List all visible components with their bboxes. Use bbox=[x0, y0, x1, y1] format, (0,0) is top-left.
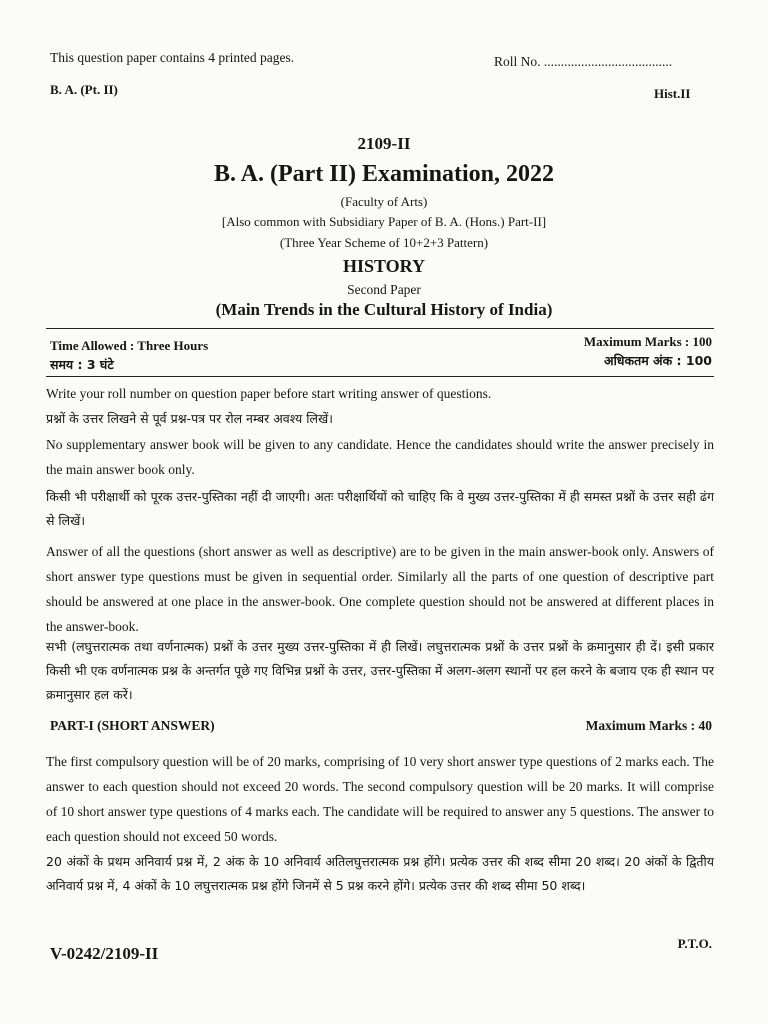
pages-note: This question paper contains 4 printed pages. bbox=[50, 50, 295, 65]
part1-text-en: The first compulsory question will be of 20 marks, comprising of 10 very short answer type questions of 2 marks each. The answer to each question should not exceed 20 words. The second compulsory question will be 20 marks. It will comprise of 10 short answer type questions of 4 marks each. The candidate will be required to answer any 5 questions. The answer to each question should not exceed 50 words. bbox=[46, 754, 714, 844]
paper-number: Second Paper bbox=[347, 282, 421, 297]
part1-marks: Maximum Marks : 40 bbox=[585, 718, 712, 733]
paper-code: 2109-II bbox=[357, 134, 411, 153]
pto-label: P.T.O. bbox=[677, 936, 712, 951]
course-code: B. A. (Pt. II) bbox=[50, 82, 118, 97]
instruction-supplementary-hi: किसी भी परीक्षार्थी को पूरक उत्तर-पुस्तिका नहीं दी जाएगी। अतः परीक्षार्थियों को चाहिए कि वे मुख्य उत्तर-पुस्तिका में ही समस्त प्रश्नों के उत्तर सही ढंग से लिखें। bbox=[46, 489, 714, 528]
exam-title: B. A. (Part II) Examination, 2022 bbox=[213, 161, 554, 187]
instruction-order-en: Answer of all the questions (short answer as well as descriptive) are to be given in the main answer-book only. Answers of short answer type questions must be given in sequential order. Similarly all the parts of one question of descriptive part should be answered at one place in the answer-book. One complete question should not be answered at different places in the answer-book. bbox=[46, 544, 714, 634]
part1-heading: PART-I (SHORT ANSWER) bbox=[50, 718, 215, 733]
time-allowed-hindi: समय : 3 घंटे bbox=[50, 357, 114, 372]
subject-code: Hist.II bbox=[654, 86, 691, 101]
roll-number-field: Roll No. ...................................... bbox=[494, 54, 673, 69]
instruction-roll-en: Write your roll number on question paper before start writing answer of questions. bbox=[46, 386, 492, 401]
footer-code: V-0242/2109-II bbox=[50, 944, 159, 963]
subject-title: HISTORY bbox=[342, 256, 426, 276]
time-allowed: Time Allowed : Three Hours bbox=[50, 338, 209, 353]
instruction-supplementary-en: No supplementary answer book will be given to any candidate. Hence the candidates should write the answer precisely in the main answer book only. bbox=[46, 437, 714, 477]
part1-text-hi: 20 अंकों के प्रथम अनिवार्य प्रश्न में, 2 अंक के 10 अनिवार्य अतिलघुत्तरात्मक प्रश्न होंगे। प्रत्येक उत्तर की शब्द सीमा 20 शब्द। 20 अंकों के द्वितीय अनिवार्य प्रश्न में, 4 अंकों के 10 लघुत्तरात्मक प्रश्न होंगे जिनमें से 5 प्रश्न करने होंगे। प्रत्येक उत्तर की शब्द सीमा 50 शब्द। bbox=[46, 854, 714, 893]
faculty: (Faculty of Arts) bbox=[340, 194, 428, 209]
instruction-order-hi: सभी (लघुत्तरात्मक तथा वर्णनात्मक) प्रश्नों के उत्तर मुख्य उत्तर-पुस्तिका में ही लिखें। लघुत्तरात्मक प्रश्नों के उत्तर प्रश्नों के क्रमानुसार ही दें। इसी प्रकार किसी भी एक वर्णनात्मक प्रश्न के अन्तर्गत पूछे गए विभिन्न प्रश्नों के उत्तर, उत्तर-पुस्तिका में अलग-अलग स्थानों पर हल करने के बजाय एक ही स्थान पर क्रमानुसार हल करें। bbox=[46, 639, 714, 702]
maximum-marks-hindi: अधिकतम अंक : 100 bbox=[604, 353, 712, 368]
maximum-marks: Maximum Marks : 100 bbox=[583, 334, 712, 349]
divider-top bbox=[46, 328, 714, 329]
paper-title: (Main Trends in the Cultural History of India) bbox=[215, 300, 553, 319]
instruction-roll-hi: प्रश्नों के उत्तर लिखने से पूर्व प्रश्न-पत्र पर रोल नम्बर अवश्य लिखें। bbox=[46, 411, 333, 426]
common-note: [Also common with Subsidiary Paper of B. A. (Hons.) Part-II] bbox=[221, 214, 547, 229]
divider-bottom bbox=[46, 376, 714, 377]
scheme: (Three Year Scheme of 10+2+3 Pattern) bbox=[279, 235, 489, 250]
